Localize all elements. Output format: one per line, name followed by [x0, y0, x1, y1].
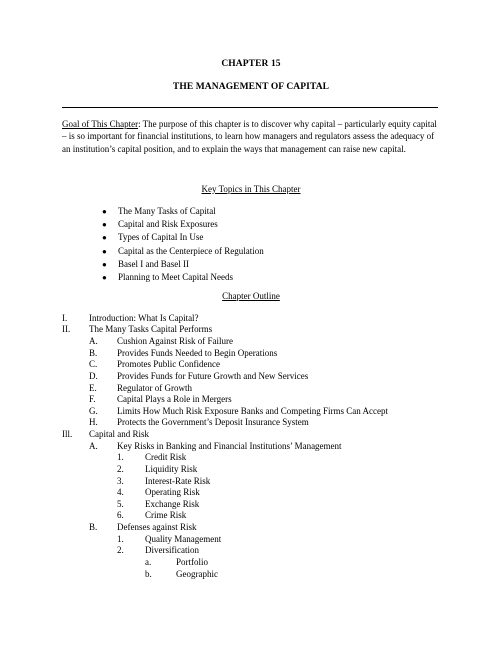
title-divider: [62, 107, 438, 108]
bullet-icon: ●: [102, 233, 107, 243]
outline-item: B. Provides Funds Needed to Begin Operations: [89, 348, 278, 358]
outline-item: B. Defenses against Risk: [89, 522, 197, 532]
list-item: ● The Many Tasks of Capital: [102, 205, 264, 218]
bullet-icon: ●: [102, 246, 107, 256]
outline-item: A. Cushion Against Risk of Failure: [89, 336, 234, 346]
chapter-goal: [62, 118, 442, 155]
key-topics-list: [102, 205, 264, 284]
bullet-icon: ●: [102, 259, 107, 269]
list-item: ● Planning to Meet Capital Needs: [102, 271, 264, 284]
outline-item: H. Protects the Government’s Deposit Insurance System: [89, 417, 309, 427]
outline-item: I. Introduction: What Is Capital?: [62, 313, 199, 323]
bullet-icon: ●: [102, 207, 107, 216]
outline-item: a. Portfolio: [145, 557, 209, 567]
list-item: ● Basel I and Basel II: [102, 258, 264, 271]
list-item: ● Capital and Risk Exposures: [102, 218, 264, 231]
bullet-icon: ●: [102, 273, 107, 283]
outline-item: 5. Exchange Risk: [117, 499, 200, 509]
outline-item: 2. Liquidity Risk: [117, 464, 198, 474]
outline-item: D. Provides Funds for Future Growth and New Services: [89, 371, 309, 381]
list-item: ● Capital as the Centerpiece of Regulation: [102, 245, 264, 258]
outline-item: Ill. Capital and Risk: [62, 429, 149, 439]
chapter-outline-heading: Chapter Outline: [222, 291, 280, 301]
outline-item: C. Promotes Public Confidence: [89, 359, 220, 369]
outline-item: 4. Operating Risk: [117, 487, 200, 497]
outline-item: II. The Many Tasks Capital Performs: [62, 324, 213, 334]
outline-item: A. Key Risks in Banking and Financial Institutions’ Management: [89, 441, 342, 451]
outline-item: E. Regulator of Growth: [89, 383, 192, 393]
key-topics-heading: Key Topics in This Chapter: [201, 184, 301, 194]
outline-item: 2. Diversification: [117, 545, 199, 555]
goal-text: : The purpose of this chapter is to discover why capital – particularly equity capital – is so important for financial institutions, to learn how managers and regulators assess the adequacy of an institution’s capital position, and to explain the ways that management can raise new capital.: [62, 119, 437, 154]
outline-item: 6. Crime Risk: [117, 510, 187, 520]
outline-item: G. Limits How Much Risk Exposure Banks and Competing Firms Can Accept: [89, 406, 388, 416]
outline-item: F. Capital Plays a Role in Mergers: [89, 394, 232, 404]
chapter-title: THE MANAGEMENT OF CAPITAL: [172, 82, 330, 92]
outline-item: 3. Interest-Rate Risk: [117, 476, 211, 486]
outline-item: 1. Credit Risk: [117, 452, 187, 462]
goal-label: Goal of This Chapter: [62, 119, 139, 129]
outline-item: 1. Quality Management: [117, 534, 222, 544]
bullet-icon: ●: [102, 220, 107, 230]
chapter-number: CHAPTER 15: [221, 59, 281, 69]
outline-item: b. Geographic: [145, 569, 218, 579]
list-item: ● Types of Capital In Use: [102, 231, 264, 244]
